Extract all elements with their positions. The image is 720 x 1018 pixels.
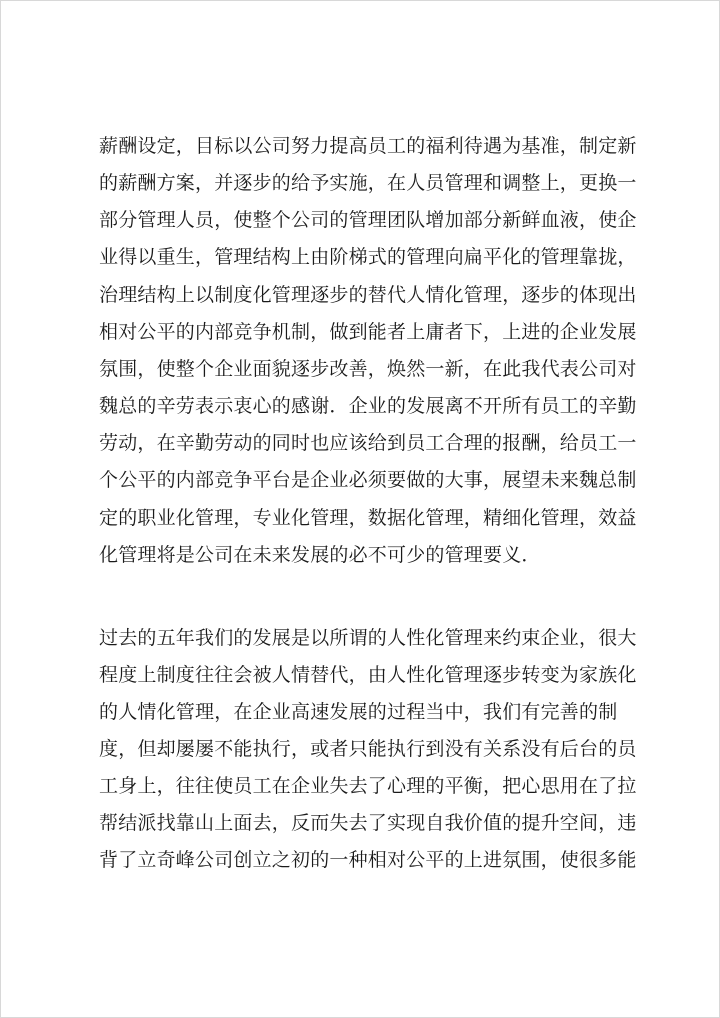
- text-line: 工身上，往往使员工在企业失去了心理的平衡，把心思用在了拉: [99, 775, 637, 797]
- text-line: 的人情化管理，在企业高速发展的过程当中，我们有完善的制: [99, 701, 618, 723]
- text-line: 魏总的辛劳表示衷心的感谢．企业的发展离不开所有员工的辛勤: [99, 395, 637, 417]
- text-line: 个公平的内部竞争平台是企业必须要做的大事，展望未来魏总制: [99, 469, 637, 491]
- text-line: 过去的五年我们的发展是以所谓的人性化管理来约束企业，很大: [99, 627, 637, 649]
- text-line: 治理结构上以制度化管理逐步的替代人情化管理，逐步的体现出: [99, 284, 637, 306]
- text-line: 相对公平的内部竞争机制，做到能者上庸者下，上进的企业发展: [99, 321, 637, 343]
- text-line: 部分管理人员，使整个公司的管理团队增加部分新鲜血液，使企: [99, 209, 637, 231]
- text-line: 定的职业化管理，专业化管理，数据化管理，精细化管理，效益: [99, 507, 637, 529]
- text-line: 业得以重生，管理结构上由阶梯式的管理向扁平化的管理靠拢，: [99, 246, 637, 268]
- text-line: 背了立奇峰公司创立之初的一种相对公平的上进氛围，使很多能: [99, 849, 637, 871]
- text-line: 劳动，在辛勤劳动的同时也应该给到员工合理的报酬，给员工一: [99, 432, 637, 454]
- text-line: 程度上制度往往会被人情替代，由人性化管理逐步转变为家族化: [99, 664, 637, 686]
- text-line: 化管理将是公司在未来发展的必不可少的管理要义．: [99, 544, 541, 566]
- text-line: 的薪酬方案，并逐步的给予实施，在人员管理和调整上，更换一: [99, 172, 637, 194]
- text-line: 氛围，使整个企业面貌逐步改善，焕然一新，在此我代表公司对: [99, 358, 637, 380]
- text-line: 度，但却屡屡不能执行，或者只能执行到没有关系没有后台的员: [99, 738, 637, 760]
- text-line: 薪酬设定，目标以公司努力提高员工的福利待遇为基准，制定新: [99, 135, 637, 157]
- text-line: 帮结派找靠山上面去，反而失去了实现自我价值的提升空间，违: [99, 812, 637, 834]
